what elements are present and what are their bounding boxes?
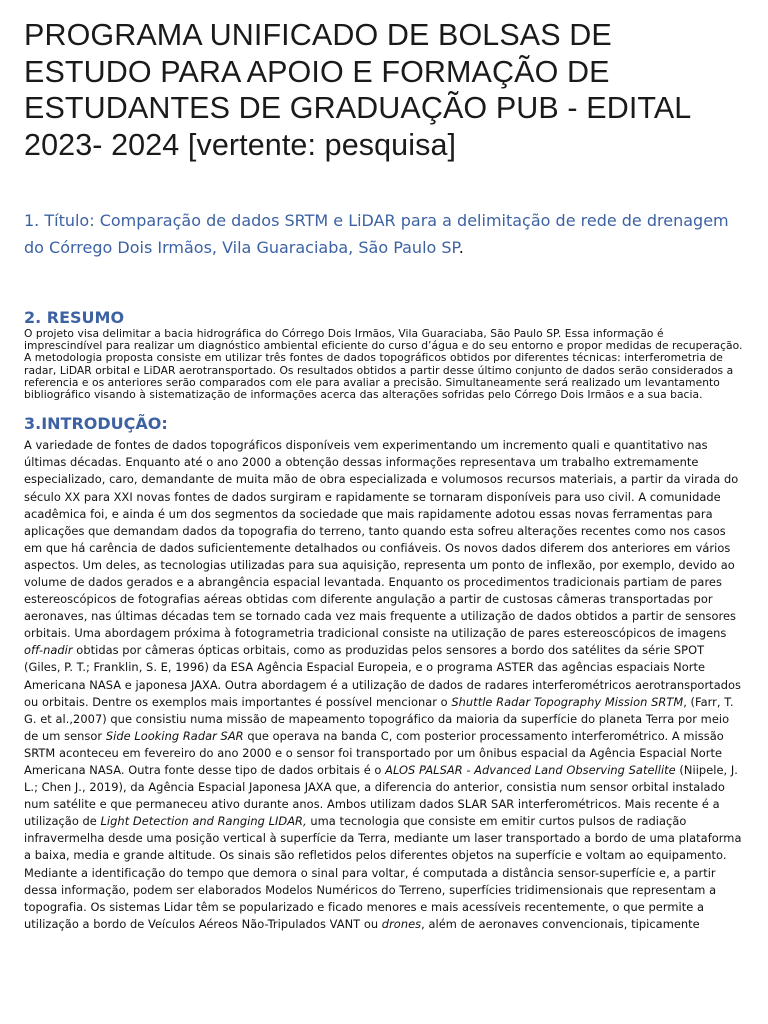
intro-text-6: uma tecnologia que consiste em emitir curtos pulsos de radiação infravermelha desde uma posição vertical à superfície da Terra, mediante um laser transportado a bordo de uma plataforma a baixa, media e grande altitude. Os sinais são refletidos pelos diferentes objetos na superfície e voltam ao equipamento. Mediante a identificação do tempo que demora o sinal para voltar, é computada a distância sensor-superfície e, a partir dessa informação, podem ser elaborados Modelos Numéricos do Terreno, superfícies tridimensionais que representam a topografia. Os sistemas Lidar têm se popularizado e ficado menores e mais acessíveis recentemente, o que permite a utilização a bordo de Veículos Aéreos Não-Tripulados VANT ou	[24, 814, 742, 931]
introducao-heading: 3.INTRODUÇÃO:	[24, 414, 168, 434]
document-title: PROGRAMA UNIFICADO DE BOLSAS DE ESTUDO PARA APOIO E FORMAÇÃO DE ESTUDANTES DE GRADUAÇÃO PUB - EDITAL 2023- 2024 [vertente: pesquisa]	[24, 18, 691, 162]
resumo-body: O projeto visa delimitar a bacia hidrográfica do Córrego Dois Irmãos, Vila Guaraciaba, São Paulo SP. Essa informação é imprescindível para realizar um diagnóstico ambiental eficiente do curso d’água e do seu entorno e propor medidas de recuperação. A metodologia proposta consiste em utilizar três fontes de dados topográficos obtidos por diferentes técnicas: interferometria de radar, LiDAR orbital e LiDAR aerotransportado. Os resultados obtidos a partir desse último conjunto de dados serão considerados a referencia e os anteriores serão comparados com ele para avaliar a precisão. Simultaneamente será realizado um levantamento bibliográfico visando à sistematização de informações acerca das alterações sofridas pelo Córrego Dois Irmãos e a sua bacia.	[24, 327, 743, 402]
intro-em-drones: drones	[381, 916, 422, 931]
intro-text-4: que operava na banda C, com posterior processamento interferométrico. A missão SRTM aconteceu em fevereiro do ano 2000 e o sensor foi transportado por um ônibus espacial da Agência Espacial Norte Americana NASA. Outra fonte desse tipo de dados orbitais é o	[24, 728, 724, 777]
intro-em-alos: ALOS PALSAR - Advanced Land Observing Satellite	[385, 763, 676, 777]
introducao-body	[24, 437, 744, 933]
intro-text-7: , além de aeronaves convencionais, tipicamente	[421, 916, 700, 931]
intro-text-3: , (Farr, T. G. et al.,2007) que consistiu numa missão de mapeamento topográfico da maioria da superfície do planeta Terra por meio de um sensor	[24, 694, 734, 743]
intro-em-offnadir: off-nadir	[24, 643, 73, 658]
intro-text-2: obtidas por câmeras ópticas orbitais, como as produzidas pelos sensores a bordo dos satélites da série SPOT (Giles, P. T.; Franklin, S. E, 1996) da ESA Agência Espacial Europeia, e o programa ASTER das agências espaciais Norte Americana NASA e japonesa JAXA. Outra abordagem é a utilização de dados de radares interferométricos aerotransportados ou orbitais. Dentre os exemplos mais importantes é possível mencionar o	[24, 643, 742, 709]
resumo-heading: 2. RESUMO	[24, 308, 125, 327]
intro-em-slar: Side Looking Radar SAR	[105, 728, 244, 743]
intro-text-1: A variedade de fontes de dados topográficos disponíveis vem experimentando um incremento quali e quantitativo nas últimas décadas. Enquanto até o ano 2000 a obtenção dessas informações representava um trabalho extremamente especializado, caro, demandante de muita mão de obra especializada e volumosos recursos materiais, a partir da virada do século XX para XXI novas fontes de dados surgiram e rapidamente se tornaram disponíveis para uso civil. A comunidade acadêmica foi, e ainda é um dos segmentos da sociedade que mais rapidamente adotou essas novas ferramentas para aplicações que demandam dados da topografia do terreno, tanto quando esta sofreu alterações recentes como nos casos em que há carência de dados suficientemente detalhados ou confiáveis. Os novos dados diferem dos anteriores em vários aspectos. Um deles, as tecnologias utilizadas para sua aquisição, representa um ponto de inflexão, por exemplo, devido ao volume de dados gerados e a abrangência espacial levantada. Enquanto os procedimentos tradicionais partiam de pares estereoscópicos de fotografias aéreas obtidas com diferente angulação a partir de custosas câmeras transportadas por aeronaves, nas últimas décadas tem se tornado cada vez mais frequente a utilização de dados obtidos a partir de sensores orbitais. Uma abordagem próxima à fotogrametria tradicional consiste na utilização de pares estereoscópicos de imagens	[24, 438, 739, 641]
intro-em-lidar: Light Detection and Ranging LIDAR,	[100, 814, 307, 829]
project-title-text: Comparação de dados SRTM e LiDAR para a delimitação de rede de drenagem do Córrego Dois Irmãos, Vila Guaraciaba, São Paulo SP	[24, 211, 729, 257]
project-title-label: 1. Título:	[24, 211, 100, 230]
intro-em-srtm: Shuttle Radar Topography Mission SRTM	[451, 694, 684, 709]
intro-text-5: (Niipele, J. L.; Chen J., 2019), da Agência Espacial Japonesa JAXA que, a diferencia do anterior, consistia num sensor orbital instalado num satélite e que permaneceu ativo durante anos. Ambos utilizam dados SLAR SAR interferométricos. Mais recente é a utilização de	[24, 763, 738, 829]
project-title-period: .	[458, 238, 464, 257]
project-title-section	[24, 207, 744, 261]
